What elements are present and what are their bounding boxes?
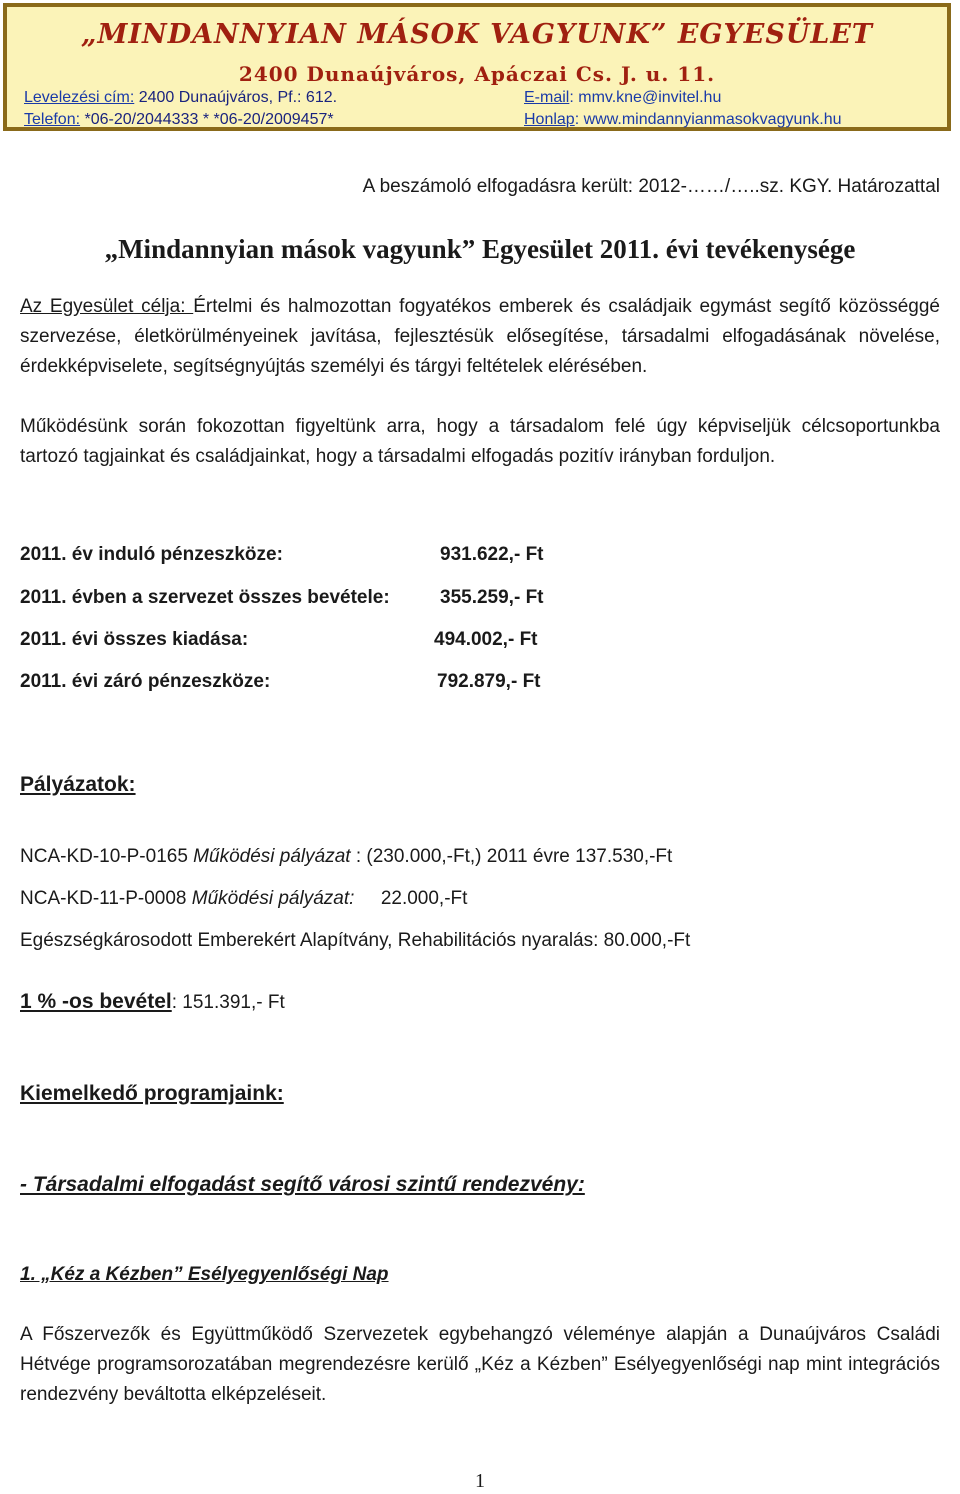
programs-heading: Kiemelkedő programjaink: <box>20 1082 284 1105</box>
website-line <box>524 111 842 129</box>
website-label: Honlap <box>524 111 575 128</box>
finance-value-closing: 792.879,- Ft <box>437 671 541 692</box>
phone-value: *06-20/2044333 * *06-20/2009457* <box>80 111 334 128</box>
finance-label-expenses: 2011. évi összes kiadása: <box>20 629 249 650</box>
one-percent-line <box>20 990 285 1014</box>
grant-row <box>20 846 672 868</box>
grant-type: Működési pályázat <box>193 846 351 867</box>
finance-value-expenses: 494.002,- Ft <box>434 629 538 650</box>
grant-code: NCA-KD-11-P-0008 <box>20 888 192 909</box>
mailing-address-label: Levelezési cím: <box>24 89 135 106</box>
grant-detail: : (230.000,-Ft,) 2011 évre 137.530,-Ft <box>350 846 673 867</box>
goal-label: Az Egyesület célja: <box>20 296 194 317</box>
email-label: E-mail <box>524 89 570 106</box>
program-subheading: - Társadalmi elfogadást segítő városi szintű rendezvény: <box>20 1173 585 1196</box>
document-title: „Mindannyian mások vagyunk” Egyesület 2011. évi tevékenysége <box>104 234 856 264</box>
grant-detail: 22.000,-Ft <box>354 888 468 909</box>
website-link[interactable]: : www.mindannyianmasokvagyunk.hu <box>574 111 842 128</box>
mailing-address-value: 2400 Dunaújváros, Pf.: 612. <box>134 89 338 106</box>
email-link[interactable]: : mmv.kne@invitel.hu <box>569 89 722 106</box>
grant-code: NCA-KD-10-P-0165 <box>20 846 194 867</box>
finance-label-closing: 2011. évi záró pénzeszköze: <box>20 671 271 692</box>
organization-address: 2400 Dunaújváros, Apáczai Cs. J. u. 11. <box>238 62 716 86</box>
email-line <box>524 89 721 107</box>
page-number: 1 <box>475 1470 485 1492</box>
grant-row <box>20 888 467 910</box>
one-percent-value: : 151.391,- Ft <box>171 992 285 1013</box>
phone-line <box>24 111 334 129</box>
approval-line: A beszámoló elfogadásra került: 2012-……/…..sz. KGY. Határozattal <box>362 176 940 197</box>
foundation-line: Egészségkárosodott Emberekért Alapítvány, Rehabilitációs nyaralás: 80.000,-Ft <box>20 930 691 951</box>
letterhead <box>3 3 951 131</box>
goal-paragraph <box>20 292 940 382</box>
finance-value-income: 355.259,- Ft <box>440 587 544 608</box>
mailing-address <box>24 89 337 107</box>
program-1-title: 1. „Kéz a Kézben” Esélyegyenlőségi Nap <box>20 1264 389 1285</box>
phone-label: Telefon: <box>24 111 81 128</box>
goal-text: Értelmi és halmozottan fogyatékos emberek és családjaik egymást segítő közösséggé szervezése, életkörülményeinek javítása, fejlesztésük elősegítése, társadalmi elfogadásának növelése, érdekképviselete, segítségnyújtás személyi és tárgyi feltételek elérésében. <box>20 296 940 377</box>
finance-label-opening: 2011. év induló pénzeszköze: <box>20 544 283 565</box>
organization-name: „MINDANNYIAN MÁSOK VAGYUNK” EGYESÜLET <box>80 19 874 50</box>
grants-heading: Pályázatok: <box>20 773 136 796</box>
finance-value-opening: 931.622,- Ft <box>440 544 544 565</box>
operation-paragraph: Működésünk során fokozottan figyeltünk arra, hogy a társadalom felé úgy képviseljük célcsoportunkba tartozó tagjainkat és családjainkat, hogy a társadalmi elfogadás pozitív irányban forduljon. <box>20 416 940 467</box>
one-percent-label: 1 % -os bevétel <box>20 990 172 1013</box>
finance-label-income: 2011. évben a szervezet összes bevétele: <box>20 587 390 608</box>
grant-type: Működési pályázat: <box>191 888 355 909</box>
program-1-paragraph: A Főszervezők és Együttműködő Szervezetek egybehangzó véleménye alapján a Dunaújváros Családi Hétvége programsorozatában megrendezésre kerülő „Kéz a Kézben” Esélyegyenlőségi nap mint integrációs rendezvény beváltotta elképzeléseit. <box>20 1324 940 1405</box>
